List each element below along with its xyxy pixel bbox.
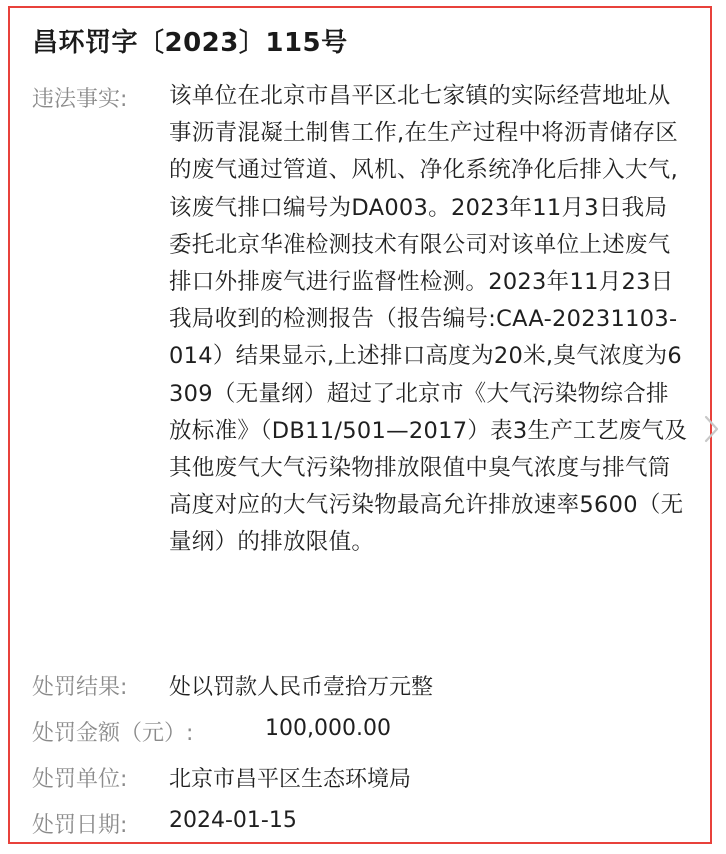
result-row: [32, 670, 690, 702]
penalty-record-card: [8, 6, 712, 844]
unit-value: 北京市昌平区生态环境局: [169, 767, 412, 792]
unit-label: 处罚单位:: [32, 767, 128, 792]
result-value: 处以罚款人民币壹拾万元整: [169, 675, 434, 700]
date-row: [32, 808, 690, 840]
date-label: 处罚日期:: [32, 813, 128, 838]
fact-value: 该单位在北京市昌平区北七家镇的实际经营地址从事沥青混凝土制售工作,在生产过程中将沥青储存区的废气通过管道、风机、净化系统净化后排入大气,该废气排口编号为DA003。2023年11月3日我局委托北京华准检测技术有限公司对该单位上述废气排口外排废气进行监督性检测。2023年11月23日我局收到的检测报告（报告编号:CAA-20231103-014）结果显示,上述排口高度为20米,臭气浓度为6309（无量纲）超过了北京市《大气污染物综合排放标准》（DB11/501—2017）表3生产工艺废气及其他废气大气污染物排放限值中臭气浓度与排气筒高度对应的大气污染物最高允许排放速率5600（无量纲）的排放限值。: [169, 83, 688, 556]
amount-row: [32, 716, 690, 748]
date-value: 2024-01-15: [169, 808, 297, 833]
fact-row: [32, 82, 690, 654]
unit-row: [32, 762, 690, 794]
fact-label: 违法事实:: [32, 87, 128, 112]
amount-label: 处罚金额（元）:: [32, 721, 194, 746]
amount-value: 100,000.00: [265, 716, 391, 741]
result-label: 处罚结果:: [32, 675, 128, 700]
document-number-title: 昌环罚字〔2023〕115号: [32, 28, 348, 58]
chevron-right-icon[interactable]: [700, 414, 722, 444]
